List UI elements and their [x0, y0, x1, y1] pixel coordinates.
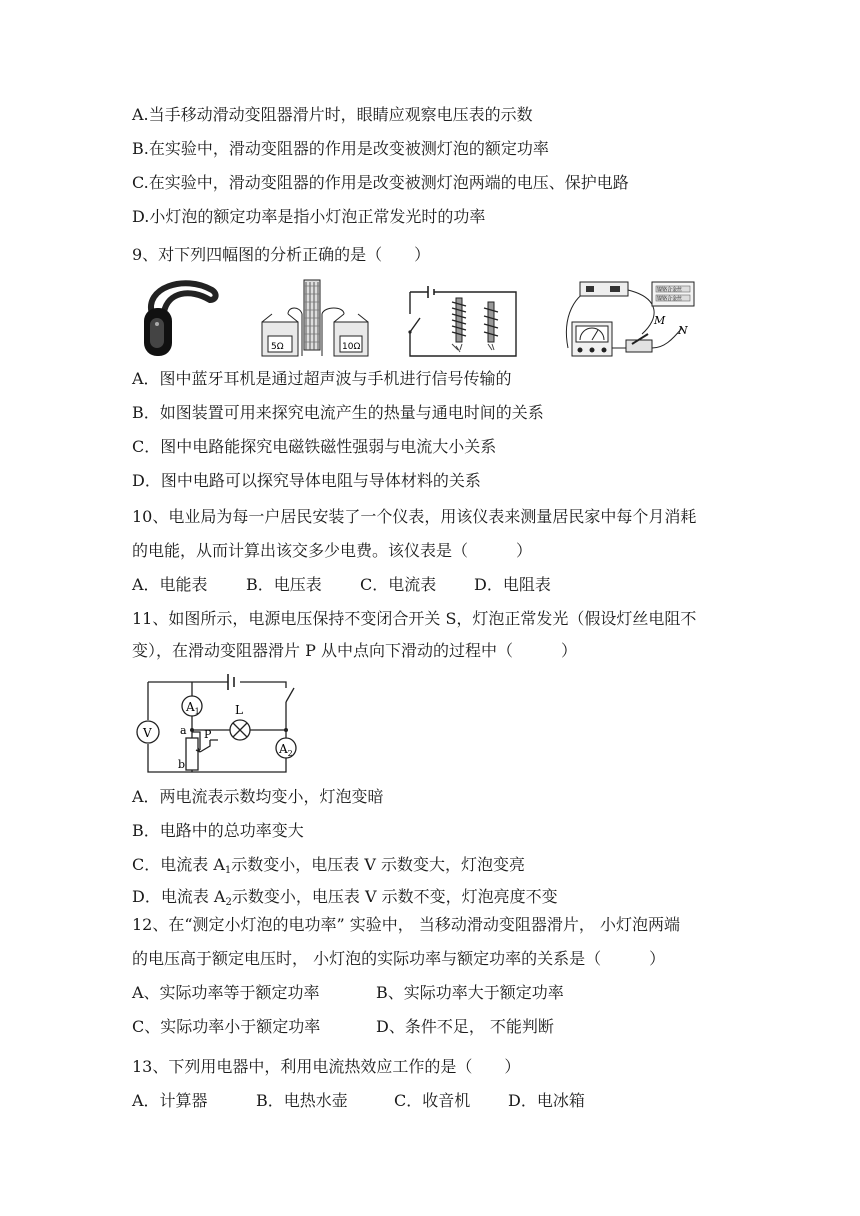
resistor-10-label: 10Ω	[342, 342, 361, 352]
wire-2-label: 镍铬合金丝	[657, 296, 683, 302]
q9-option-c: C．图中电路能探究电磁铁磁性强弱与电流大小关系	[132, 437, 497, 456]
terminal-b-label: b	[178, 758, 186, 771]
q12-options-row-1	[132, 982, 564, 1004]
terminal-a-label: a	[180, 724, 187, 737]
q10-option-b: B．电压表	[246, 575, 322, 594]
heating-apparatus-figure	[258, 276, 370, 362]
q9-option-d: D．图中电路可以探究导体电阻与导体材料的关系	[132, 471, 481, 490]
q11-option-b: B．电路中的总功率变大	[132, 821, 304, 840]
q11-option-c: C．电流表 $A_1$示数变小，电压表 V 示数变大，灯泡变亮	[132, 855, 525, 876]
q13-option-a: A．计算器	[132, 1091, 208, 1110]
q10-option-d: D．电阻表	[474, 575, 551, 594]
q10-stem-2: 的电能，从而计算出该交多少电费。该仪表是（ ）	[132, 541, 533, 560]
q8-option-b: B.在实验中，滑动变阻器的作用是改变被测灯泡的额定功率	[132, 139, 549, 158]
ammeter-a2-label: A	[279, 742, 288, 756]
q11-option-d: D．电流表 $A_2$示数变小，电压表 V 示数不变，灯泡亮度不变	[132, 887, 558, 908]
q13-stem: 13、下列用电器中，利用电流热效应工作的是（ ）	[132, 1057, 521, 1076]
q11-stem-2: 变），在滑动变阻器滑片 P 从中点向下滑动的过程中（ ）	[132, 641, 577, 660]
q9-stem: 9、对下列四幅图的分析正确的是（ ）	[132, 245, 431, 264]
lamp-l-label: L	[235, 703, 243, 717]
bluetooth-earphone-figure	[134, 278, 224, 358]
q12-options-row-2	[132, 1016, 554, 1038]
q13-option-c: C．收音机	[394, 1091, 471, 1110]
q12-option-d: D、条件不足， 不能判断	[376, 1017, 554, 1036]
label-m: M	[654, 314, 666, 327]
q12-stem-1: 12、在“测定小灯泡的电功率” 实验中， 当移动滑动变阻器滑片， 小灯泡两端	[132, 915, 680, 934]
q12-option-c: C、实际功率小于额定功率	[132, 1017, 321, 1036]
q10-option-c: C．电流表	[360, 575, 437, 594]
q12-option-a: A、实际功率等于额定功率	[132, 983, 320, 1002]
q12-stem-2: 的电压高于额定电压时， 小灯泡的实际功率与额定功率的关系是（ ）	[132, 949, 666, 968]
q9-option-b: B．如图装置可用来探究电流产生的热量与通电时间的关系	[132, 403, 544, 422]
wire-1-label: 镍铬合金丝	[657, 287, 683, 293]
q9-option-a: A．图中蓝牙耳机是通过超声波与手机进行信号传输的	[132, 369, 512, 388]
q13-options	[132, 1090, 585, 1112]
q10-stem-1: 10、电业局为每一户居民安装了一个仪表，用该仪表来测量居民家中每个月消耗	[132, 507, 697, 526]
q11-circuit-diagram	[132, 668, 310, 778]
q10-options	[132, 574, 551, 596]
q8-option-c: C.在实验中，滑动变阻器的作用是改变被测灯泡两端的电压、保护电路	[132, 173, 629, 192]
q13-option-d: D．电冰箱	[508, 1091, 585, 1110]
ammeter-a1-sub: 1	[194, 707, 200, 716]
q13-option-b: B．电热水壶	[256, 1091, 348, 1110]
slider-p-label: P	[204, 728, 212, 741]
label-n: N	[678, 324, 688, 337]
ammeter-a2-sub: 2	[287, 749, 293, 758]
q12-option-b: B、实际功率大于额定功率	[376, 983, 564, 1002]
q8-option-d: D.小灯泡的额定功率是指小灯泡正常发光时的功率	[132, 207, 486, 226]
q11-stem-1: 11、如图所示，电源电压保持不变闭合开关 S，灯泡正常发光（假设灯丝电阻不	[132, 609, 697, 628]
q11-option-a: A．两电流表示数均变小，灯泡变暗	[132, 787, 384, 806]
resistor-5-label: 5Ω	[271, 342, 284, 352]
ammeter-a1-label: A	[186, 700, 195, 714]
electromagnet-circuit-figure	[404, 284, 524, 360]
q8-option-a: A.当手移动滑动变阻器滑片时，眼睛应观察电压表的示数	[132, 105, 533, 124]
resistance-material-figure	[560, 278, 702, 362]
voltmeter-v-label: V	[143, 726, 152, 740]
q10-option-a: A．电能表	[132, 575, 208, 594]
